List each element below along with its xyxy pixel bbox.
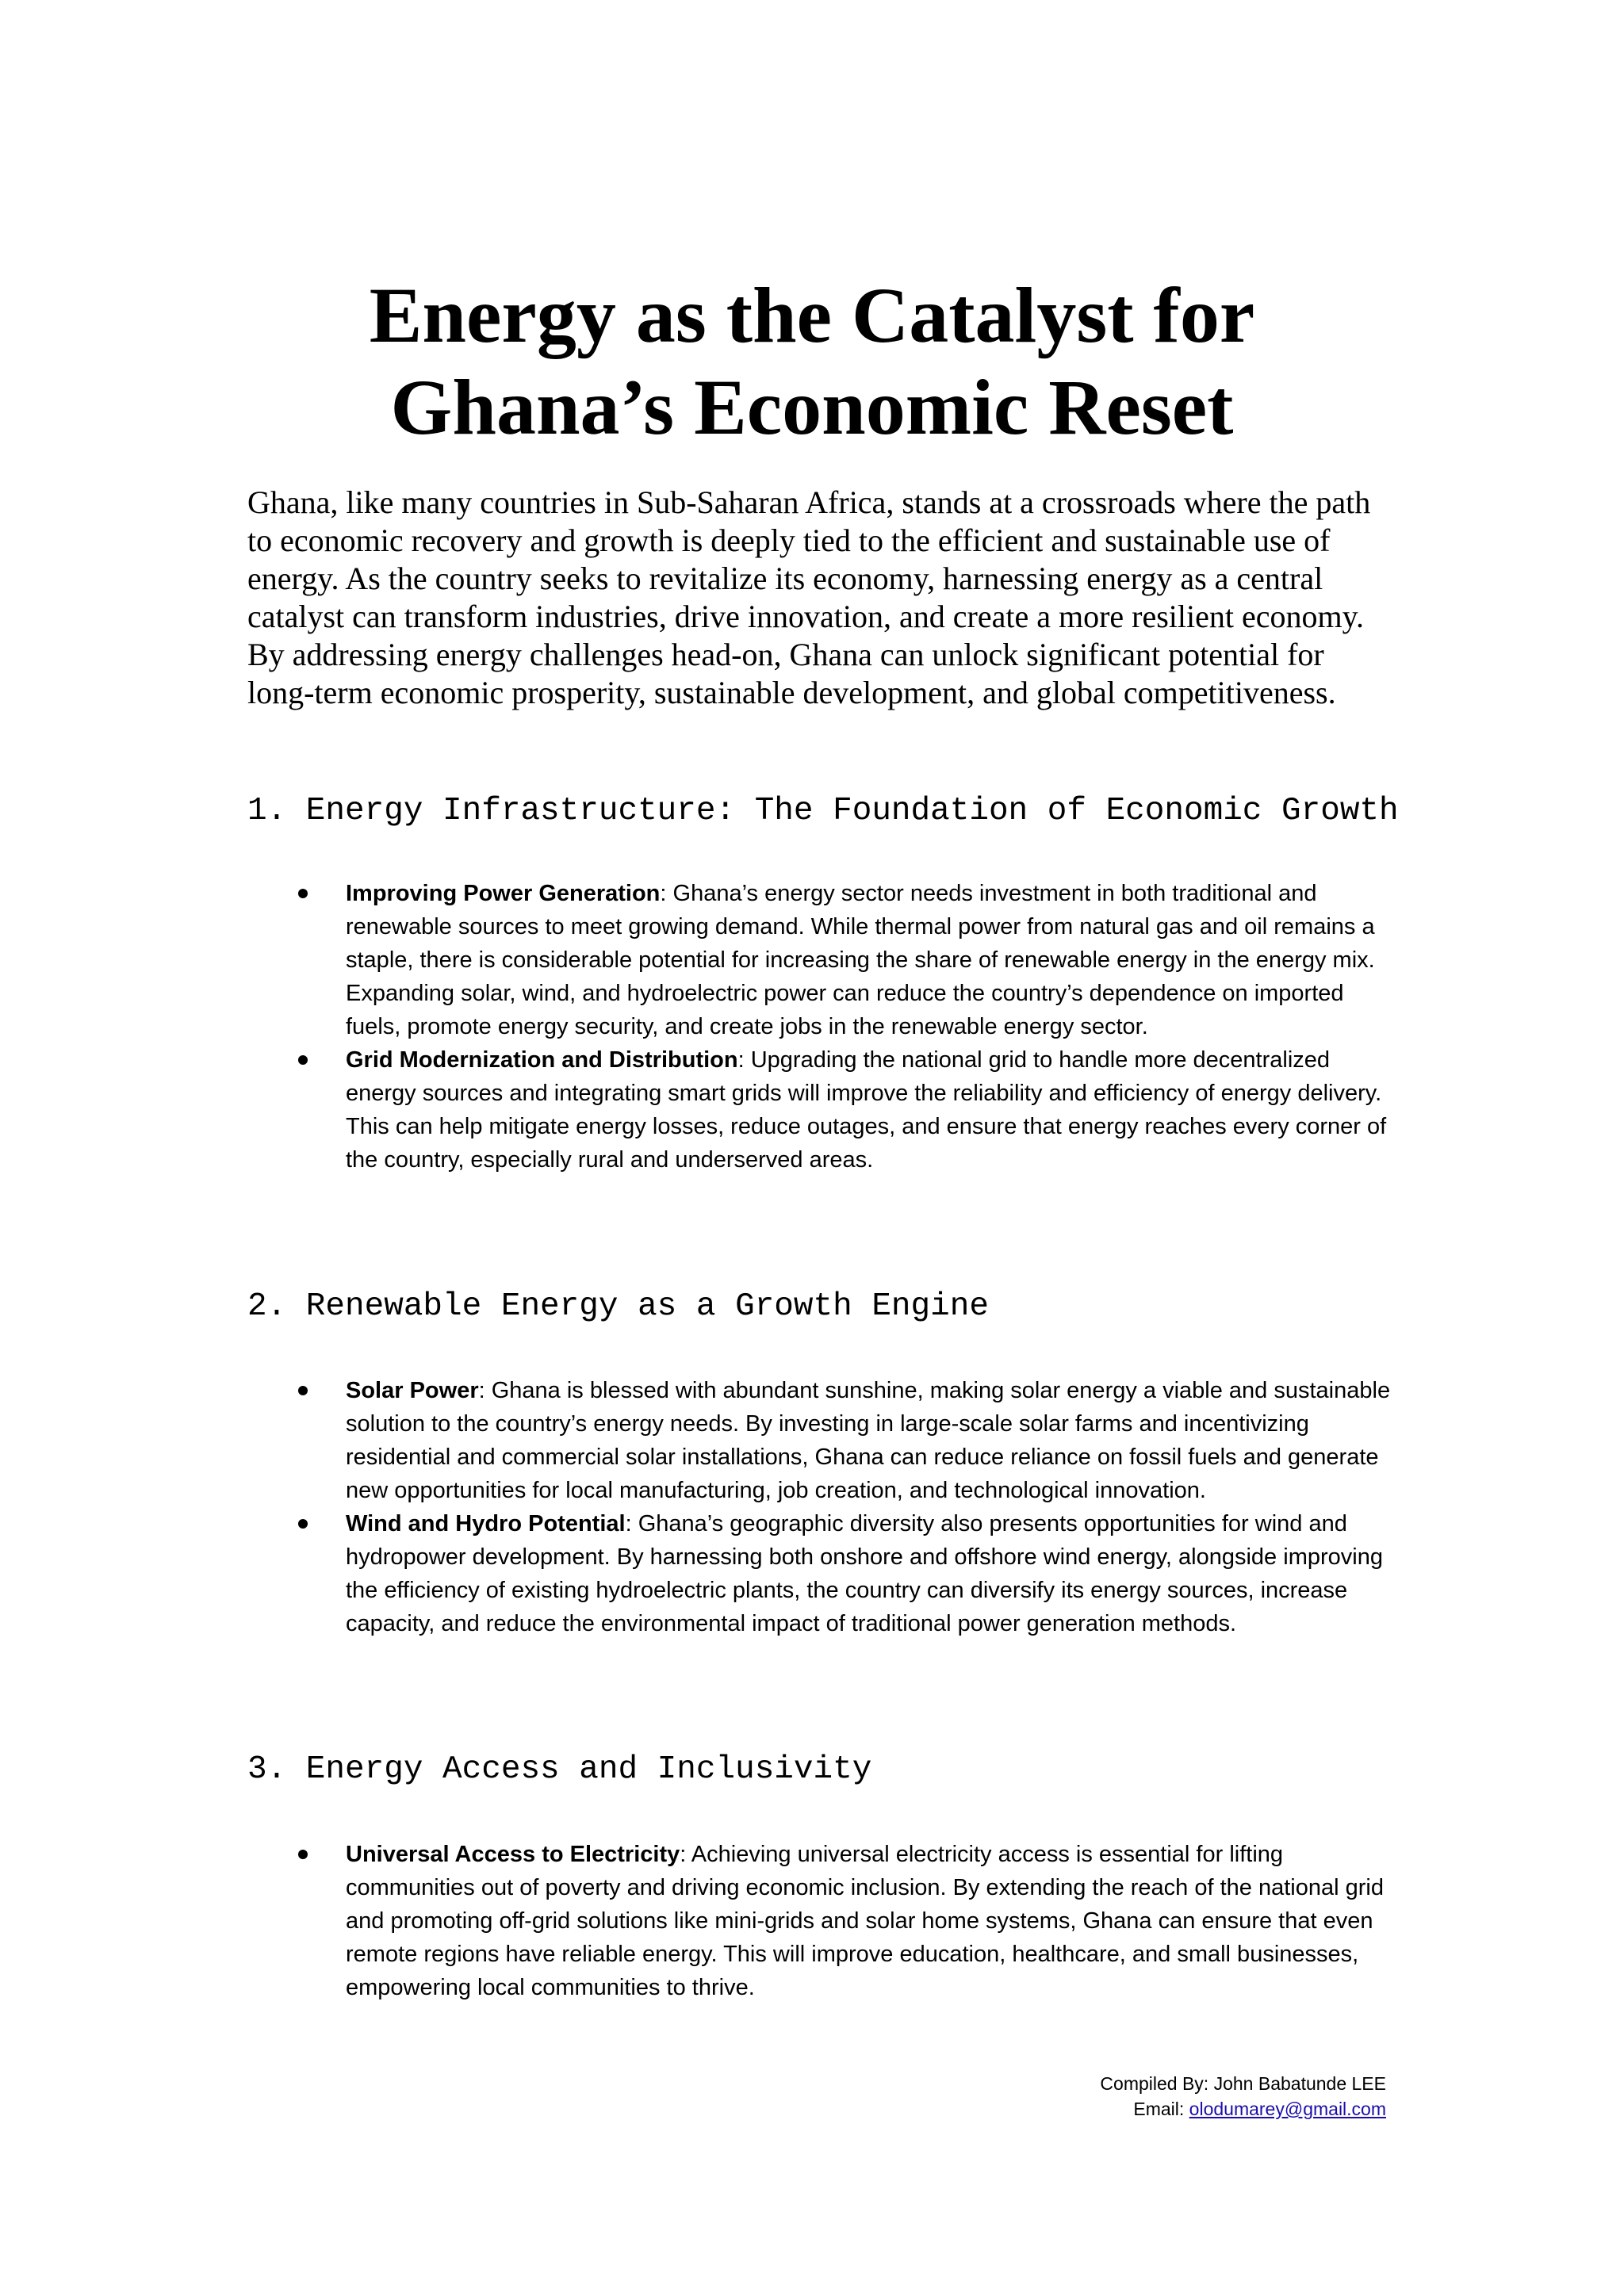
bullet-text: : Upgrading the national grid to handle more decentralized energy sources and integrating smart grids will improve the reliability and efficiency of energy delivery. This can help mitigate energy losses, reduce outages, and ensure that energy reaches every corner of the country, especially rural and underserved areas. (346, 1047, 1387, 1173)
email-label: Email: (1133, 2099, 1189, 2119)
list-item (346, 1374, 1392, 1507)
footer (1100, 2071, 1386, 2122)
title-line-2: Ghana’s Economic Reset (390, 363, 1234, 451)
bullet-term: Wind and Hydro Potential (346, 1511, 626, 1536)
bullet-icon (298, 1386, 308, 1395)
section-heading-1: 1. Energy Infrastructure: The Foundation of Economic Growth (247, 793, 1399, 829)
section-3-list (346, 1838, 1392, 2004)
bullet-icon (298, 1055, 308, 1065)
email-line (1100, 2096, 1386, 2122)
list-item (346, 1838, 1392, 2004)
bullet-term: Improving Power Generation (346, 881, 661, 906)
email-link[interactable]: olodumarey@gmail.com (1189, 2099, 1386, 2119)
list-item (346, 877, 1392, 1043)
bullet-term: Solar Power (346, 1378, 479, 1403)
bullet-term: Universal Access to Electricity (346, 1842, 680, 1867)
section-2-list (346, 1374, 1392, 1640)
bullet-icon (298, 1519, 308, 1529)
bullet-text: : Ghana’s geographic diversity also presents opportunities for wind and hydropower development. By harnessing both onshore and offshore wind energy, alongside improving the efficiency of existing hydroelectric plants, the country can diversify its energy sources, increase capacity, and reduce the environmental impact of traditional power generation methods. (346, 1511, 1383, 1636)
document-title (238, 270, 1386, 453)
bullet-text: : Ghana is blessed with abundant sunshine, making solar energy a viable and sustainable solution to the country’s energy needs. By investing in large-scale solar farms and incentivizing residential and commercial solar installations, Ghana can reduce reliance on fossil fuels and generate new opportunities for local manufacturing, job creation, and technological innovation. (346, 1378, 1391, 1503)
bullet-text: : Ghana’s energy sector needs investment in both traditional and renewable sources to meet growing demand. While thermal power from natural gas and oil remains a staple, there is considerable potential for increasing the share of renewable energy in the energy mix. Expanding solar, wind, and hydroelectric power can reduce the country’s dependence on imported fuels, promote energy security, and create jobs in the renewable energy sector. (346, 881, 1375, 1039)
compiled-by: Compiled By: John Babatunde LEE (1100, 2073, 1386, 2094)
bullet-icon (298, 889, 308, 898)
bullet-term: Grid Modernization and Distribution (346, 1047, 738, 1073)
section-1-list (346, 877, 1392, 1177)
intro-paragraph: Ghana, like many countries in Sub-Saharan Africa, stands at a crossroads where the path to economic recovery and growth is deeply tied to the efficient and sustainable use of energy. As the country seeks to revitalize its economy, harnessing energy as a central catalyst can transform industries, drive innovation, and create a more resilient economy. By addressing energy challenges head-on, Ghana can unlock significant potential for long-term economic prosperity, sustainable development, and global competitiveness. (247, 484, 1371, 710)
bullet-text: : Achieving universal electricity access is essential for lifting communities out of poverty and driving economic inclusion. By extending the reach of the national grid and promoting off-grid solutions like mini-grids and solar home systems, Ghana can ensure that even remote regions have reliable energy. This will improve education, healthcare, and small businesses, empowering local communities to thrive. (346, 1842, 1384, 2000)
list-item (346, 1507, 1392, 1640)
title-line-1: Energy as the Catalyst for (369, 271, 1255, 359)
section-heading-3: 3. Energy Access and Inclusivity (247, 1751, 872, 1788)
list-item (346, 1043, 1392, 1177)
bullet-icon (298, 1850, 308, 1859)
section-heading-2: 2. Renewable Energy as a Growth Engine (247, 1288, 989, 1325)
